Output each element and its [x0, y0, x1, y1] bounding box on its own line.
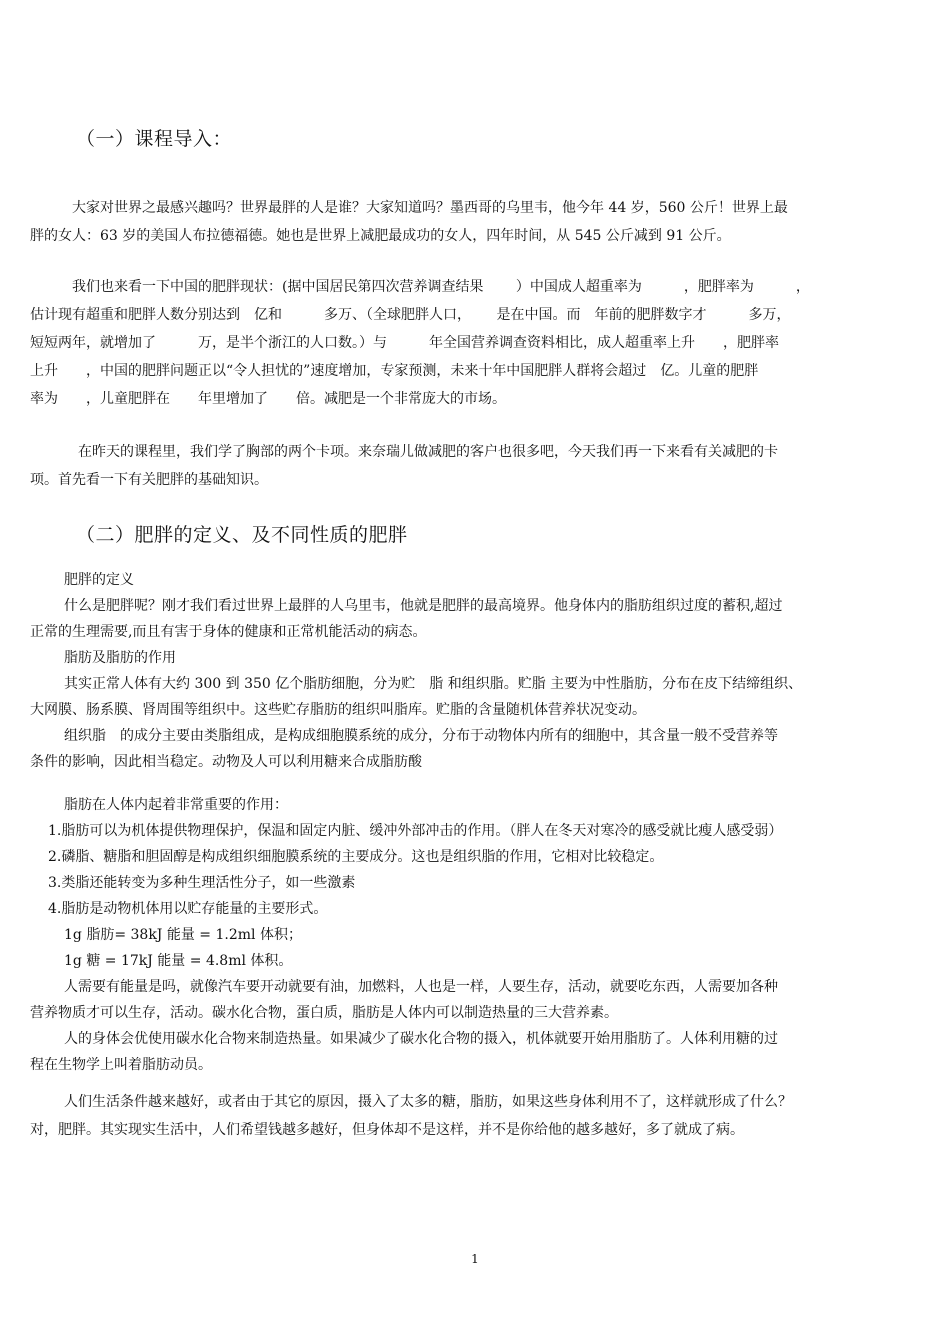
energy-sugar-line: 1g 糖 = 17kJ 能量 = 4.8ml 体积。: [64, 953, 293, 969]
text-line: 其实正常人体有大约 300 到 350 亿个脂肪细胞，分为贮 脂 和组织脂。贮脂 主要为中性脂肪，分布在皮下结缔组织、: [64, 676, 803, 692]
text-line: 正常的生理需要,而且有害于身体的健康和正常机能活动的病态。: [30, 624, 427, 640]
text-line: 什么是肥胖呢？刚才我们看过世界上最胖的人乌里韦，他就是肥胖的最高境界。他身体内的脂肪组织过度的蓄积,超过: [64, 598, 783, 614]
text-line: 人需要有能量是吗，就像汽车要开动就要有油，加燃料，人也是一样，人要生存，活动，就要吃东西，人需要加各种: [64, 979, 778, 995]
text-line: 胖的女人：63 岁的美国人布拉德福德。她也是世界上减肥最成功的女人，四年时间，从 545 公斤减到 91 公斤。: [30, 228, 731, 244]
paragraph-obesity-cause: [30, 1088, 920, 1144]
page-number: 1: [471, 1252, 479, 1266]
text-line: 对，肥胖。其实现实生活中，人们希望钱越多越好，但身体却不是这样，并不是你给他的越多越好，多了就成了病。: [30, 1122, 744, 1138]
energy-fat-line: 1g 脂肪= 38kJ 能量 = 1.2ml 体积；: [64, 927, 302, 943]
section-heading-obesity-definition: （二）肥胖的定义、及不同性质的肥胖: [76, 524, 408, 546]
text-line: 项。首先看一下有关肥胖的基础知识。: [30, 472, 268, 488]
text-line: 大家对世界之最感兴趣吗？世界最胖的人是谁？大家知道吗？墨西哥的乌里韦，他今年 44 岁，560 公斤！世界上最: [72, 200, 788, 216]
text-line: 率为 ，儿童肥胖在 年里增加了 倍。减肥是一个非常庞大的市场。: [30, 391, 506, 407]
subheading-fat-function: 脂肪及脂肪的作用: [64, 650, 176, 666]
text-line: 在昨天的课程里，我们学了胸部的两个卡项。来奈瑞儿做减肥的客户也很多吧，今天我们再一下来看有关减肥的卡: [78, 444, 778, 460]
paragraph-world-records: [30, 194, 920, 250]
text-line: 条件的影响，因此相当稳定。动物及人可以利用糖来合成脂肪酸: [30, 754, 422, 770]
text-line: 我们也来看一下中国的肥胖现状：(据中国居民第四次营养调查结果 ）中国成人超重率为 ，肥胖率为 ，: [72, 279, 810, 295]
text-line: 程在生物学上叫着脂肪动员。: [30, 1057, 212, 1073]
text-line: 组织脂 的成分主要由类脂组成，是构成细胞膜系统的成分，分布于动物体内所有的细胞中，其含量一般不受营养等: [64, 728, 778, 744]
text-line: 估计现有超重和肥胖人数分别达到 亿和 多万、（全球肥胖人口， 是在中国。而 年前的肥胖数字才 多万，: [30, 307, 791, 323]
paragraph-china-obesity-status: [30, 273, 920, 413]
list-item: 4.脂肪是动物机体用以贮存能量的主要形式。: [48, 901, 328, 917]
paragraph-course-recap: [30, 438, 920, 494]
paragraph-obesity-definition: [30, 567, 920, 775]
list-item: 1.脂肪可以为机体提供物理保护，保温和固定内脏、缓冲外部冲击的作用。（胖人在冬天对寒冷的感受就比瘦人感受弱）: [48, 823, 783, 839]
list-item: 3.类脂还能转变为多种生理活性分子，如一些激素: [48, 875, 356, 891]
text-line: 人们生活条件越来越好，或者由于其它的原因，摄入了太多的糖，脂肪，如果这些身体利用不了，这样就形成了什么？: [64, 1094, 792, 1110]
text-line: 上升 ，中国的肥胖问题正以“令人担忧的”速度增加，专家预测，未来十年中国肥胖人群将会超过 亿。儿童的肥胖: [30, 363, 759, 379]
list-item: 2.磷脂、糖脂和胆固醇是构成组织细胞膜系统的主要成分。这也是组织脂的作用，它相对比较稳定。: [48, 849, 664, 865]
text-line: 人的身体会优使用碳水化合物来制造热量。如果减少了碳水化合物的摄入，机体就要开始用脂肪了。人体利用糖的过: [64, 1031, 778, 1047]
subheading-obesity-definition: 肥胖的定义: [64, 572, 134, 588]
text-line: 营养物质才可以生存，活动。碳水化合物，蛋白质，脂肪是人体内可以制造热量的三大营养素。: [30, 1005, 618, 1021]
text-line: 短短两年，就增加了 万，是半个浙江的人口数。）与 年全国营养调查资料相比，成人超重率上升 ，肥胖率: [30, 335, 779, 351]
list-fat-roles: [30, 792, 925, 1078]
text-line: 大网膜、肠系膜、肾周围等组织中。这些贮存脂肪的组织叫脂库。贮脂的含量随机体营养状况变动。: [30, 702, 646, 718]
list-intro: 脂肪在人体内起着非常重要的作用：: [64, 797, 288, 813]
section-heading-course-intro: （一）课程导入：: [76, 128, 233, 150]
